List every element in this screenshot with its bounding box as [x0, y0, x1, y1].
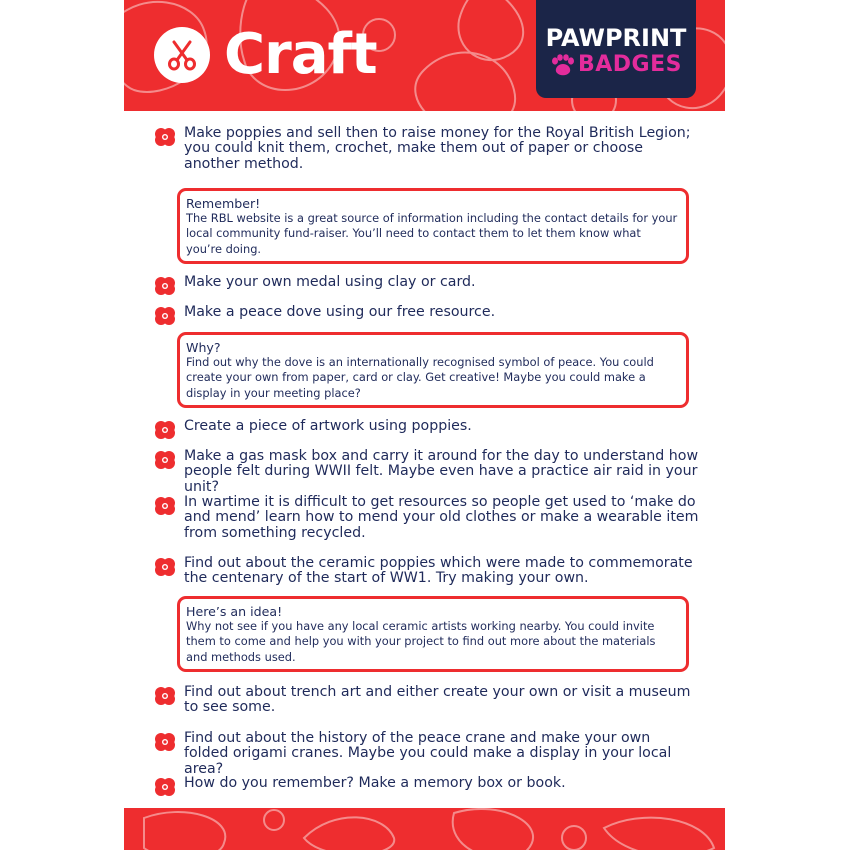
activity-sheet	[124, 0, 725, 850]
pawprint-badges-logo	[536, 0, 696, 98]
paw-icon	[550, 54, 574, 76]
footer-banner	[124, 808, 725, 850]
poppy-bullet-icon	[154, 557, 176, 577]
item-text: In wartime it is difficult to get resources so people get used to ‘make do and mend’ learn how to mend your old clothes or make a wearable item from something recycled.	[184, 494, 699, 541]
poppy-bullet-icon	[154, 496, 176, 516]
item-text: Find out about the history of the peace crane and make your own folded origami cranes. Maybe you could make a display in your local area?	[184, 730, 672, 777]
logo-wordmark-bottom-group	[550, 52, 682, 78]
poppy-bullet-icon	[154, 420, 176, 440]
poppy-bullet-icon	[154, 276, 176, 296]
item-text: Find out about trench art and either create your own or visit a museum to see some.	[184, 684, 691, 716]
poppy-bullet-icon	[154, 127, 176, 147]
tip-box-why	[177, 332, 689, 408]
poppy-bullet-icon	[154, 306, 176, 326]
logo-wordmark-badges: BADGES	[578, 52, 682, 77]
header-banner	[124, 0, 725, 111]
logo-wordmark-top: PAWPRINT	[545, 24, 687, 52]
scissors-icon	[154, 27, 210, 83]
item-text: Make poppies and sell then to raise money for the Royal British Legion; you could knit them, crochet, make them out of paper or choose another method.	[184, 125, 691, 172]
tip-box-body: Why not see if you have any local ceramic artists working nearby. You could invite them to come and help you with your project to find out more about the materials and methods used.	[186, 619, 656, 664]
item-text: Make a gas mask box and carry it around for the day to understand how people felt during WWII felt. Maybe even have a practice air raid in your unit?	[184, 448, 699, 495]
page-title: Craft	[224, 22, 377, 87]
poppy-bullet-icon	[154, 732, 176, 752]
poppy-pattern	[124, 808, 725, 850]
tip-box-heading: Why?	[186, 340, 221, 355]
poppy-bullet-icon	[154, 777, 176, 797]
item-text: Create a piece of artwork using poppies.	[184, 418, 472, 434]
tip-box-heading: Remember!	[186, 196, 261, 211]
item-text: Find out about the ceramic poppies which were made to commemorate the centenary of the start of WW1. Try making your own.	[184, 555, 693, 587]
poppy-bullet-icon	[154, 686, 176, 706]
poppy-bullet-icon	[154, 450, 176, 470]
tip-box-heading: Here’s an idea!	[186, 604, 283, 619]
item-text: How do you remember? Make a memory box or book.	[184, 775, 566, 791]
tip-box-remember	[177, 188, 689, 264]
title-group	[154, 22, 377, 87]
tip-box-body: Find out why the dove is an internationally recognised symbol of peace. You could create your own from paper, card or clay. Get creative! Maybe you could make a display in your meeting place?	[186, 355, 654, 400]
item-text: Make a peace dove using our free resource.	[184, 304, 496, 320]
tip-box-idea	[177, 596, 689, 672]
tip-box-body: The RBL website is a great source of information including the contact details for your local community fund-raiser. You’ll need to contact them to let them know what you’re doing.	[186, 211, 678, 256]
item-text: Make your own medal using clay or card.	[184, 274, 476, 290]
